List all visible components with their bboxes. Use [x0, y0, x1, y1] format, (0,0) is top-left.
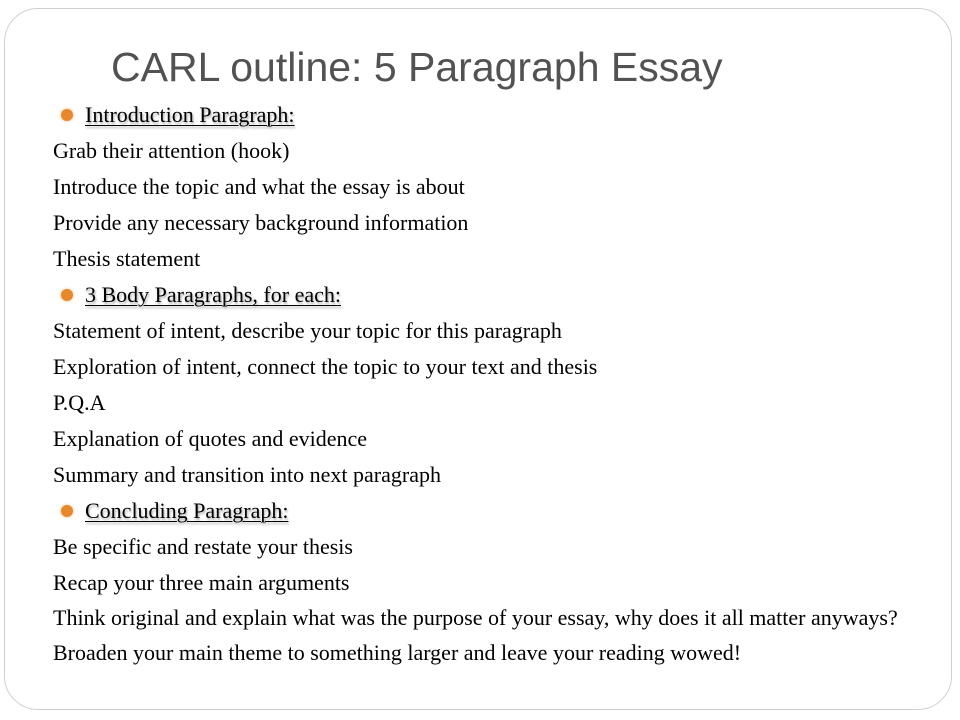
list-item: P.Q.A	[53, 390, 106, 415]
slide-title: CARL outline: 5 Paragraph Essay	[111, 44, 723, 90]
section-heading-introduction	[53, 97, 923, 133]
list-item: Recap your three main arguments	[53, 570, 350, 595]
list-item: Think original and explain what was the purpose of your essay, why does it all matter anyways?	[53, 605, 898, 630]
section-heading-label: 3 Body Paragraphs, for each:	[85, 282, 341, 307]
section-heading-label: Concluding Paragraph:	[85, 498, 289, 523]
list-item: Grab their attention (hook)	[53, 138, 290, 163]
section-heading-concluding	[53, 493, 923, 529]
section-heading-body-paragraphs	[53, 277, 923, 313]
list-item: Statement of intent, describe your topic for this paragraph	[53, 318, 562, 343]
list-item: Broaden your main theme to something larger and leave your reading wowed!	[53, 640, 742, 665]
orange-bullet-icon	[61, 289, 73, 301]
orange-bullet-icon	[61, 109, 73, 121]
section-heading-label: Introduction Paragraph:	[85, 102, 295, 127]
list-item: Exploration of intent, connect the topic to your text and thesis	[53, 354, 598, 379]
slide	[4, 8, 952, 710]
list-item: Introduce the topic and what the essay is about	[53, 174, 465, 199]
list-item: Provide any necessary background information	[53, 210, 469, 235]
list-item: Be specific and restate your thesis	[53, 534, 353, 559]
list-item: Summary and transition into next paragraph	[53, 462, 441, 487]
orange-bullet-icon	[61, 505, 73, 517]
slide-body	[53, 97, 923, 671]
list-item: Explanation of quotes and evidence	[53, 426, 368, 451]
list-item: Thesis statement	[53, 246, 201, 271]
